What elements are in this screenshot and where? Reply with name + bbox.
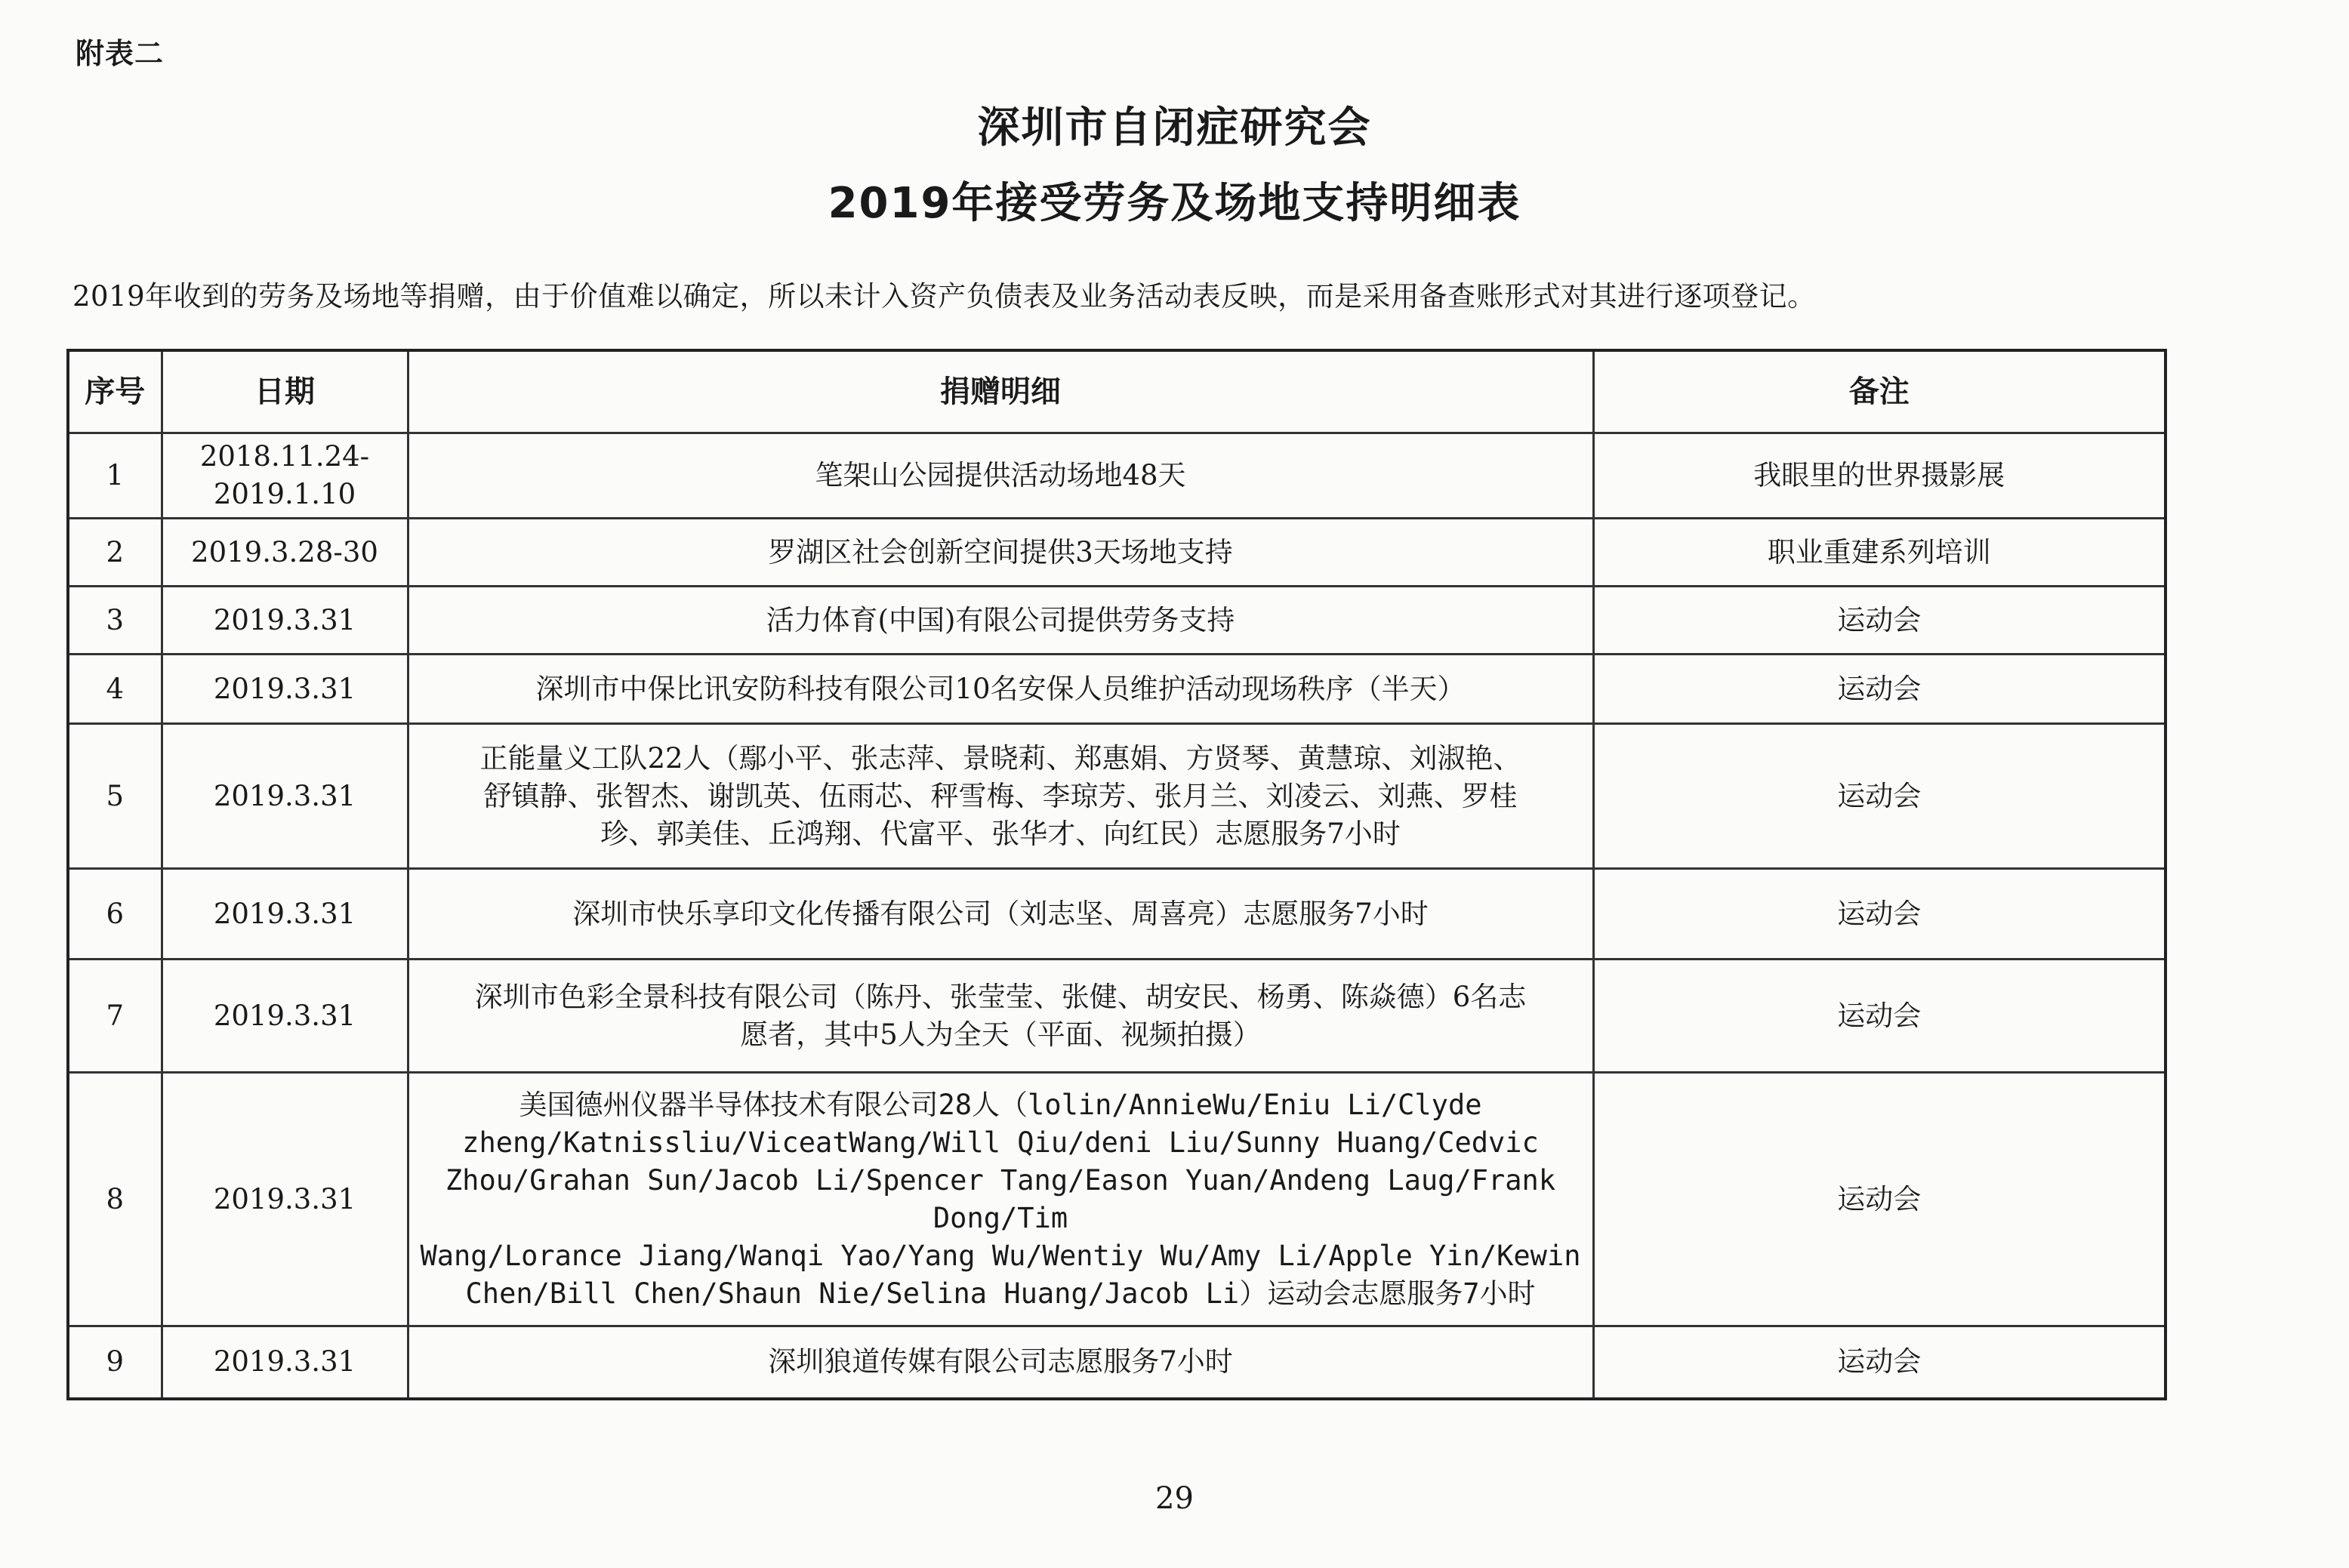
row-detail-line: 珍、郭美佳、丘鸿翔、代富平、张华才、向红民）志愿服务7小时 xyxy=(600,817,1401,850)
row-date: 2019.3.31 xyxy=(162,724,408,869)
page-number: 29 xyxy=(1155,1481,1194,1516)
table-row xyxy=(68,724,2166,869)
row-remark: 运动会 xyxy=(1593,587,2166,655)
intro-paragraph: 2019年收到的劳务及场地等捐赠，由于价值难以确定，所以未计入资产负债表及业务活动表反映，而是采用备查账形式对其进行逐项登记。 xyxy=(72,280,1816,313)
row-detail: 笔架山公园提供活动场地48天 xyxy=(408,433,1593,519)
row-detail-line: Zhou/Grahan Sun/Jacob Li/Spencer Tang/Eason Yuan/Andeng Laug/Frank Dong/Tim xyxy=(445,1163,1556,1234)
row-detail-line: 舒镇静、张智杰、谢凯英、伍雨芯、秤雪梅、李琼芳、张月兰、刘凌云、刘燕、罗桂 xyxy=(483,779,1518,812)
row-remark: 运动会 xyxy=(1593,1073,2166,1326)
row-detail: 深圳市中保比讯安防科技有限公司10名安保人员维护活动现场秩序（半天） xyxy=(408,655,1593,724)
header-remark: 备注 xyxy=(1593,350,2166,433)
row-remark: 运动会 xyxy=(1593,869,2166,960)
row-detail-line: 愿者，其中5人为全天（平面、视频拍摄） xyxy=(740,1018,1261,1051)
row-detail-line: 美国德州仪器半导体技术有限公司28人（lolin/AnnieWu/Eniu Li/Clyde xyxy=(519,1088,1482,1121)
row-date: 2019.3.31 xyxy=(162,1073,408,1326)
row-no: 1 xyxy=(68,433,162,519)
table-row xyxy=(68,1326,2166,1399)
row-remark: 我眼里的世界摄影展 xyxy=(1593,433,2166,519)
row-date: 2019.3.31 xyxy=(162,1326,408,1399)
row-no: 5 xyxy=(68,724,162,869)
table-row xyxy=(68,960,2166,1073)
row-no: 8 xyxy=(68,1073,162,1326)
row-date-line: 2019.1.10 xyxy=(213,478,356,510)
row-date-line: 2018.11.24- xyxy=(199,440,370,473)
row-detail xyxy=(408,960,1593,1073)
row-date: 2019.3.31 xyxy=(162,869,408,960)
row-remark: 职业重建系列培训 xyxy=(1593,519,2166,587)
table-row xyxy=(68,869,2166,960)
row-no: 6 xyxy=(68,869,162,960)
row-detail: 罗湖区社会创新空间提供3天场地支持 xyxy=(408,519,1593,587)
row-date xyxy=(162,433,408,519)
row-detail-line: 深圳市色彩全景科技有限公司（陈丹、张莹莹、张健、胡安民、杨勇、陈焱德）6名志 xyxy=(474,980,1527,1013)
header-no: 序号 xyxy=(68,350,162,433)
header-detail: 捐赠明细 xyxy=(408,350,1593,433)
document-subtitle: 2019年接受劳务及场地支持明细表 xyxy=(828,179,1521,228)
table-header-row xyxy=(68,350,2166,433)
row-date: 2019.3.28-30 xyxy=(162,519,408,587)
annex-label: 附表二 xyxy=(76,37,165,70)
row-no: 3 xyxy=(68,587,162,655)
row-detail: 深圳市快乐享印文化传播有限公司（刘志坚、周喜亮）志愿服务7小时 xyxy=(408,869,1593,960)
row-detail-line: zheng/Katnissliu/ViceatWang/Will Qiu/deni Liu/Sunny Huang/Cedvic xyxy=(462,1126,1539,1159)
row-no: 2 xyxy=(68,519,162,587)
document-title: 深圳市自闭症研究会 xyxy=(977,103,1372,152)
row-no: 9 xyxy=(68,1326,162,1399)
row-no: 4 xyxy=(68,655,162,724)
row-date: 2019.3.31 xyxy=(162,960,408,1073)
row-date: 2019.3.31 xyxy=(162,655,408,724)
row-detail-line: Chen/Bill Chen/Shaun Nie/Selina Huang/Jacob Li）运动会志愿服务7小时 xyxy=(465,1277,1536,1310)
table-row xyxy=(68,519,2166,587)
row-detail xyxy=(408,1073,1593,1326)
row-date: 2019.3.31 xyxy=(162,587,408,655)
row-no: 7 xyxy=(68,960,162,1073)
row-remark: 运动会 xyxy=(1593,1326,2166,1399)
table-row xyxy=(68,655,2166,724)
row-remark: 运动会 xyxy=(1593,724,2166,869)
row-remark: 运动会 xyxy=(1593,960,2166,1073)
header-date: 日期 xyxy=(162,350,408,433)
table-row xyxy=(68,433,2166,519)
donation-table xyxy=(66,349,2167,1400)
row-detail-line: Wang/Lorance Jiang/Wanqi Yao/Yang Wu/Wentiy Wu/Amy Li/Apple Yin/Kewin xyxy=(420,1239,1581,1272)
row-detail: 活力体育(中国)有限公司提供劳务支持 xyxy=(408,587,1593,655)
row-detail: 深圳狼道传媒有限公司志愿服务7小时 xyxy=(408,1326,1593,1399)
row-detail xyxy=(408,724,1593,869)
row-remark: 运动会 xyxy=(1593,655,2166,724)
table-row xyxy=(68,1073,2166,1326)
table-row xyxy=(68,587,2166,655)
row-detail-line: 正能量义工队22人（鄢小平、张志萍、景晓莉、郑惠娟、方贤琴、黄慧琼、刘淑艳、 xyxy=(479,741,1521,775)
